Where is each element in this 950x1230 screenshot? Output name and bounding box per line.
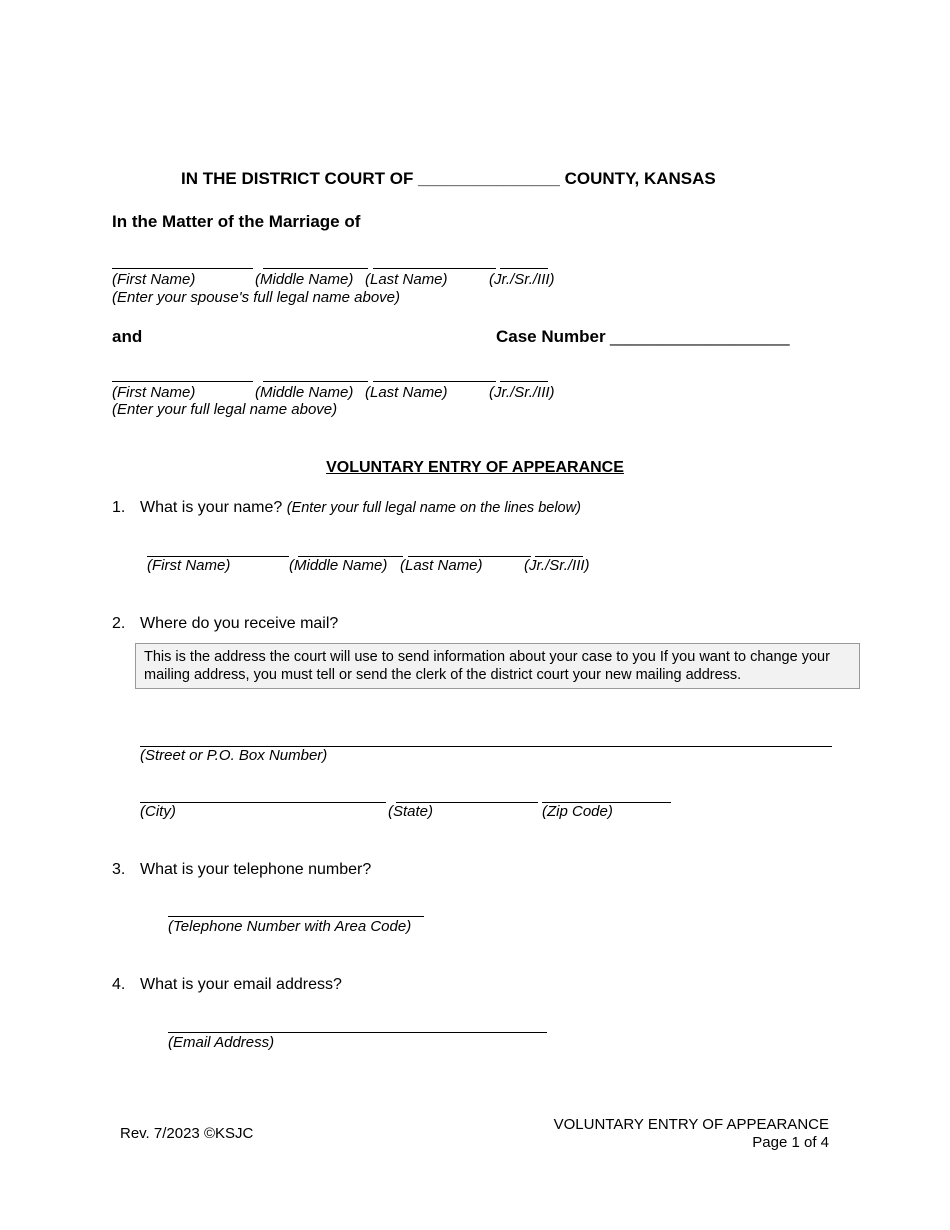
street-label: (Street or P.O. Box Number) <box>140 747 328 764</box>
q1-last-label: (Last Name) <box>400 557 483 574</box>
email-label: (Email Address) <box>168 1034 275 1051</box>
party1-first-name-line[interactable] <box>112 268 253 269</box>
party1-last-label: (Last Name) <box>365 271 448 288</box>
state-label: (State) <box>388 803 434 820</box>
zip-code-label: (Zip Code) <box>542 803 613 820</box>
party2-last-name-line[interactable] <box>373 381 496 382</box>
case-number-field[interactable]: ___________________ <box>610 327 790 346</box>
and-label: and <box>112 327 143 346</box>
telephone-line[interactable] <box>168 916 424 917</box>
county-blank[interactable]: _______________ <box>418 169 560 188</box>
telephone-label: (Telephone Number with Area Code) <box>168 918 412 935</box>
q3-text: What is your telephone number? <box>140 861 372 878</box>
form-title: VOLUNTARY ENTRY OF APPEARANCE <box>326 459 624 476</box>
case-number-label: Case Number <box>496 327 606 346</box>
footer-revision: Rev. 7/2023 ©KSJC <box>120 1125 254 1142</box>
mailing-address-info-box: This is the address the court will use to send information about your case to you If you want to change your mailing address, you must tell or send the clerk of the district court your new mailing address. <box>135 643 860 689</box>
party1-suffix-label: (Jr./Sr./III) <box>489 271 555 288</box>
court-header <box>181 169 716 189</box>
party2-middle-label: (Middle Name) <box>255 384 354 401</box>
party2-suffix-label: (Jr./Sr./III) <box>489 384 555 401</box>
party2-first-name-line[interactable] <box>112 381 253 382</box>
city-line[interactable] <box>140 802 386 803</box>
court-suffix: COUNTY, KANSAS <box>564 169 716 188</box>
footer-page-number: Page 1 of 4 <box>752 1134 829 1151</box>
party1-note: (Enter your spouse's full legal name above) <box>112 289 401 306</box>
matter-title: In the Matter of the Marriage of <box>112 212 361 231</box>
court-prefix: IN THE DISTRICT COURT OF <box>181 169 414 188</box>
city-label: (City) <box>140 803 176 820</box>
q1-suffix-label: (Jr./Sr./III) <box>524 557 590 574</box>
footer-form-title: VOLUNTARY ENTRY OF APPEARANCE <box>553 1116 829 1133</box>
q1-first-label: (First Name) <box>147 557 231 574</box>
q1-number: 1. <box>112 499 126 516</box>
q1-question: What is your name? <box>140 499 283 516</box>
party2-first-label: (First Name) <box>112 384 196 401</box>
party1-suffix-line[interactable] <box>500 268 548 269</box>
q4-number: 4. <box>112 976 126 993</box>
q1-text <box>140 499 581 517</box>
q4-text: What is your email address? <box>140 976 342 993</box>
party2-last-label: (Last Name) <box>365 384 448 401</box>
q1-hint: (Enter your full legal name on the lines below) <box>286 500 581 516</box>
q3-number: 3. <box>112 861 126 878</box>
q2-number: 2. <box>112 615 126 632</box>
party1-middle-label: (Middle Name) <box>255 271 354 288</box>
q2-text: Where do you receive mail? <box>140 615 339 632</box>
party2-suffix-line[interactable] <box>500 381 548 382</box>
party1-middle-name-line[interactable] <box>263 268 368 269</box>
party2-note: (Enter your full legal name above) <box>112 401 338 418</box>
party2-middle-name-line[interactable] <box>263 381 368 382</box>
email-line[interactable] <box>168 1032 547 1033</box>
party1-last-name-line[interactable] <box>373 268 496 269</box>
q1-middle-label: (Middle Name) <box>289 557 388 574</box>
party1-first-label: (First Name) <box>112 271 196 288</box>
